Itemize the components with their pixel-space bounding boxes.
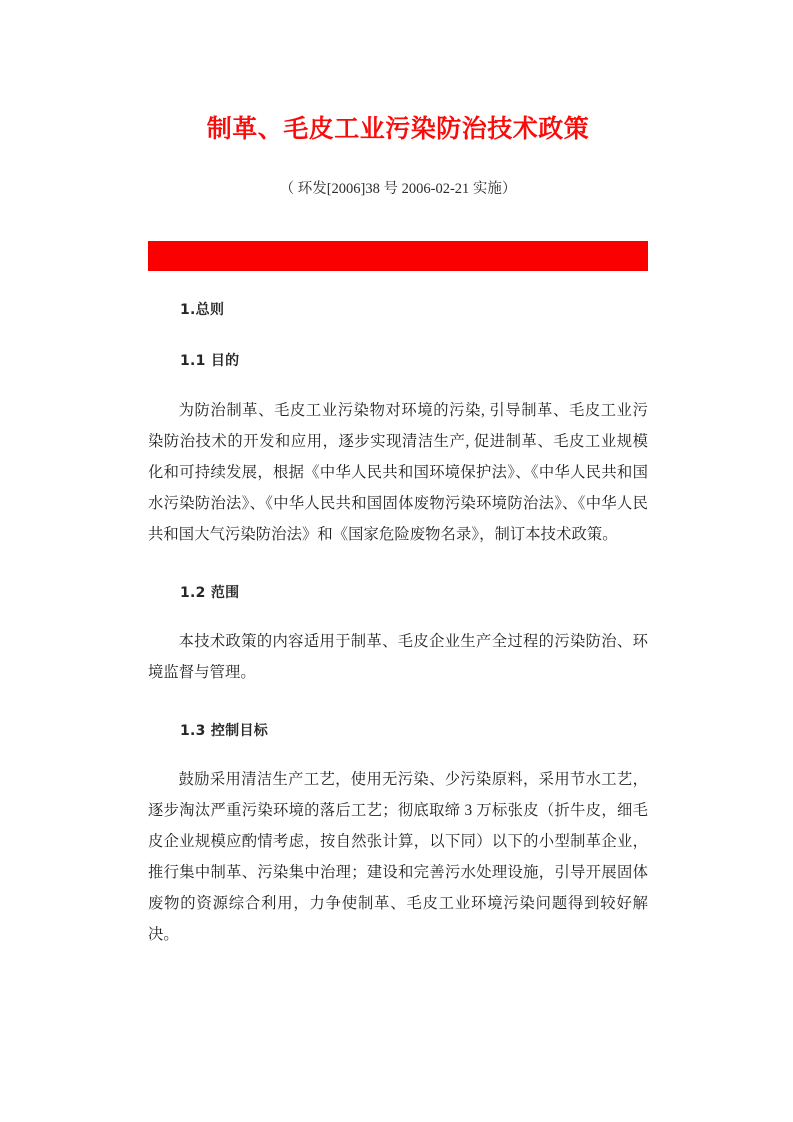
page-title: 制革、毛皮工业污染防治技术政策 — [206, 113, 590, 143]
heading-1-3-control-target: 1.3 控制目标 — [180, 723, 269, 739]
red-divider-bar — [148, 241, 648, 271]
document-body — [148, 298, 648, 950]
document-reference-subtitle: （ 环发[2006]38 号 2006-02-21 实施） — [279, 181, 517, 197]
paragraph-1-3: 鼓励采用清洁生产工艺，使用无污染、少污染原料，采用节水工艺，逐步淘汰严重污染环境的落后工艺；彻底取缔 3 万标张皮（折牛皮，细毛皮企业规模应酌情考虑，按自然张计算，以下同）以下的小型制革企业，推行集中制革、污染集中治理；建设和完善污水处理设施，引导开展固体废物的资源综合利用，力争使制革、毛皮工业环境污染问题得到较好解决。 — [148, 771, 648, 943]
heading-1-general: 1.总则 — [180, 302, 225, 318]
heading-1-1-purpose: 1.1 目的 — [180, 353, 240, 369]
paragraph-1-2: 本技术政策的内容适用于制革、毛皮企业生产全过程的污染防治、环境监督与管理。 — [148, 633, 648, 681]
paragraph-1-1: 为防治制革、毛皮工业污染物对环境的污染, 引导制革、毛皮工业污染防治技术的开发和应用，逐步实现清洁生产, 促进制革、毛皮工业规模化和可持续发展，根据《中华人民共和国环境保护法》、《中华人民共和国水污染防治法》、《中华人民共和国固体废物污染环境防治法》、《中华人民共和国大气污染防治法》和《国家危险废物名录》，制订本技术政策。 — [148, 402, 648, 543]
heading-1-2-scope: 1.2 范围 — [180, 585, 240, 601]
